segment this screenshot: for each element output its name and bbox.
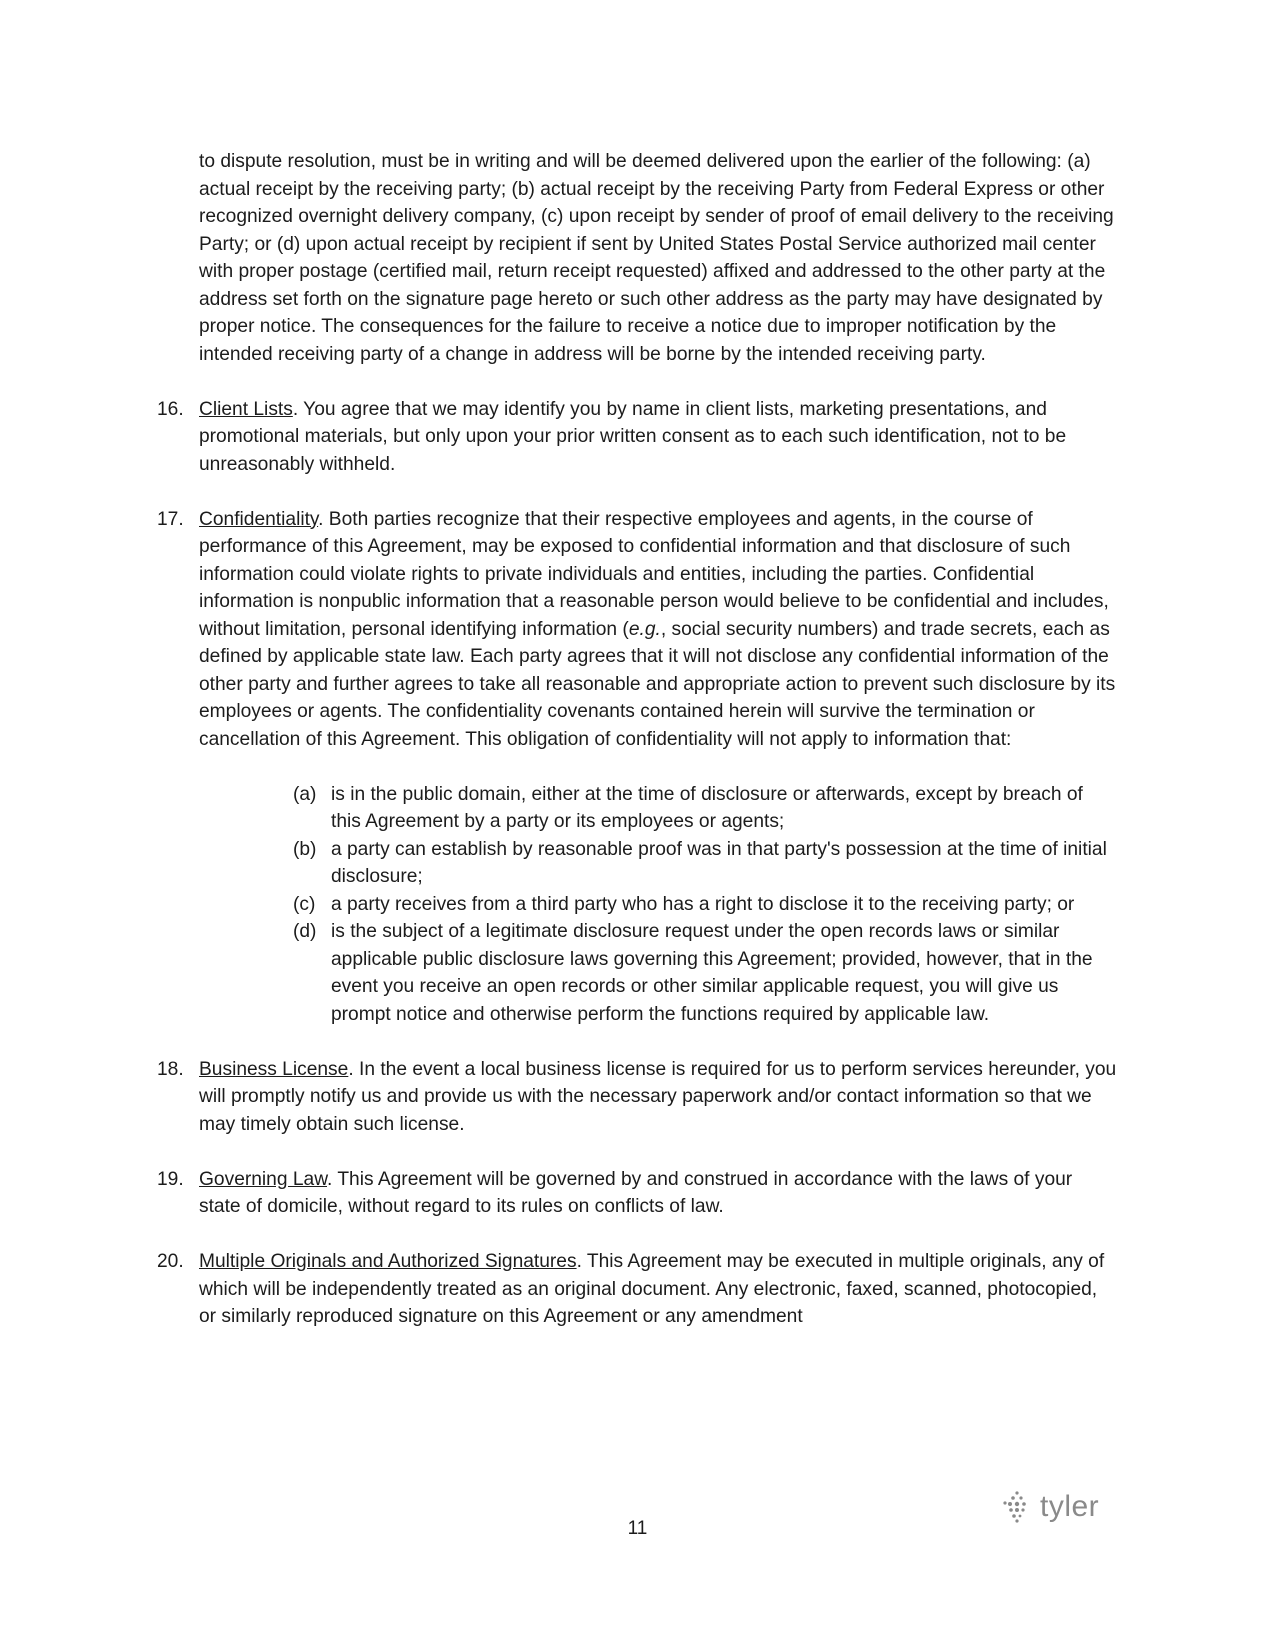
section-paragraph bbox=[199, 1166, 1117, 1221]
section-text: . Both parties recognize that their respective employees and agents, in the course of performance of this Agreement, may be exposed to confidential information and that disclosure of such information could violate rights to private individuals and entities, including the parties. Confidential information is nonpublic information that a reasonable person would believe to be confidential and includes, without limitation, personal identifying information ( bbox=[199, 508, 1109, 640]
section-paragraph bbox=[199, 1056, 1117, 1139]
list-item bbox=[293, 918, 1117, 1028]
list-item bbox=[293, 836, 1117, 891]
page-number: 11 bbox=[627, 1518, 648, 1539]
list-item-letter: (c) bbox=[293, 893, 316, 915]
list-item bbox=[293, 891, 1117, 919]
confidentiality-exceptions-list bbox=[157, 781, 1117, 1029]
document-body bbox=[157, 148, 1117, 1331]
section-text: . This Agreement will be governed by and construed in accordance with the laws of your state of domicile, without regard to its rules on conflicts of law. bbox=[199, 1168, 1073, 1217]
section-heading: Governing Law bbox=[199, 1168, 327, 1190]
section-text: , social security numbers) and trade secrets, each as defined by applicable state law. Each party agrees that it will not disclose any confidential information of the other party and further agrees to take all reasonable and appropriate action to prevent such disclosure by its employees or agents. The confidentiality covenants contained herein will survive the termination or cancellation of this Agreement. This obligation of confidentiality will not apply to information that: bbox=[199, 618, 1116, 750]
section-text-italic: e.g. bbox=[628, 618, 661, 640]
section-heading: Confidentiality bbox=[199, 508, 319, 530]
list-item-letter: (b) bbox=[293, 838, 317, 860]
tyler-logo-text: tyler bbox=[1040, 1490, 1100, 1523]
section-number: 20. bbox=[157, 1251, 184, 1272]
list-item-text: is the subject of a legitimate disclosure request under the open records laws or similar applicable public disclosure laws governing this Agreement; provided, however, that in the event you receive an open records or other similar applicable request, you will give us prompt notice and otherwise perform the functions required by applicable law. bbox=[331, 921, 1093, 1025]
section-text: . You agree that we may identify you by name in client lists, marketing presentations, and promotional materials, but only upon your prior written consent as to each such identification, not to be unreasonably withheld. bbox=[199, 398, 1067, 475]
section-text: . In the event a local business license is required for us to perform services hereunder, you will promptly notify us and provide us with the necessary paperwork and/or contact information so that we may timely obtain such license. bbox=[199, 1058, 1117, 1135]
section-heading: Multiple Originals and Authorized Signatures bbox=[199, 1251, 577, 1272]
section-paragraph bbox=[199, 506, 1117, 754]
section-paragraph bbox=[199, 1248, 1117, 1331]
list-item-text: a party can establish by reasonable proof was in that party's possession at the time of initial disclosure; bbox=[331, 838, 1107, 887]
section-number: 19. bbox=[157, 1168, 184, 1190]
section-number: 17. bbox=[157, 508, 184, 530]
section-heading: Business License bbox=[199, 1058, 349, 1080]
list-item bbox=[293, 781, 1117, 836]
section-16-client-lists bbox=[157, 396, 1117, 479]
list-item-text: a party receives from a third party who has a right to disclose it to the receiving party; or bbox=[331, 893, 1075, 915]
section-number: 18. bbox=[157, 1058, 184, 1080]
list-item-letter: (d) bbox=[293, 921, 317, 942]
list-item-letter: (a) bbox=[293, 783, 317, 805]
section-18-business-license bbox=[157, 1056, 1117, 1139]
list-item-text: is in the public domain, either at the time of disclosure or afterwards, except by breach of this Agreement by a party or its employees or agents; bbox=[331, 783, 1083, 832]
section-19-governing-law bbox=[157, 1166, 1117, 1221]
section-17-confidentiality bbox=[157, 506, 1117, 754]
continuation-paragraph: to dispute resolution, must be in writing and will be deemed delivered upon the earlier of the following: (a) actual receipt by the receiving party; (b) actual receipt by the receiving Party from Federal Express or other recognized overnight delivery company, (c) upon receipt by sender of proof of email delivery to the receiving Party; or (d) upon actual receipt by recipient if sent by United States Postal Service authorized mail center with proper postage (certified mail, return receipt requested) affixed and addressed to the other party at the address set forth on the signature page hereto or such other address as the party may have designated by proper notice. The consequences for the failure to receive a notice due to improper notification by the intended receiving party of a change in address will be borne by the intended receiving party. bbox=[199, 151, 1114, 365]
section-paragraph bbox=[199, 396, 1117, 479]
section-heading: Client Lists bbox=[199, 398, 293, 420]
section-text: . This Agreement may be executed in multiple originals, any of which will be independently treated as an original document. Any electronic, faxed, scanned, photocopied, or similarly reproduced signature on this Agreement or any amendment bbox=[199, 1251, 1105, 1327]
section-20-multiple-originals bbox=[157, 1248, 1117, 1331]
section-number: 16. bbox=[157, 398, 184, 420]
